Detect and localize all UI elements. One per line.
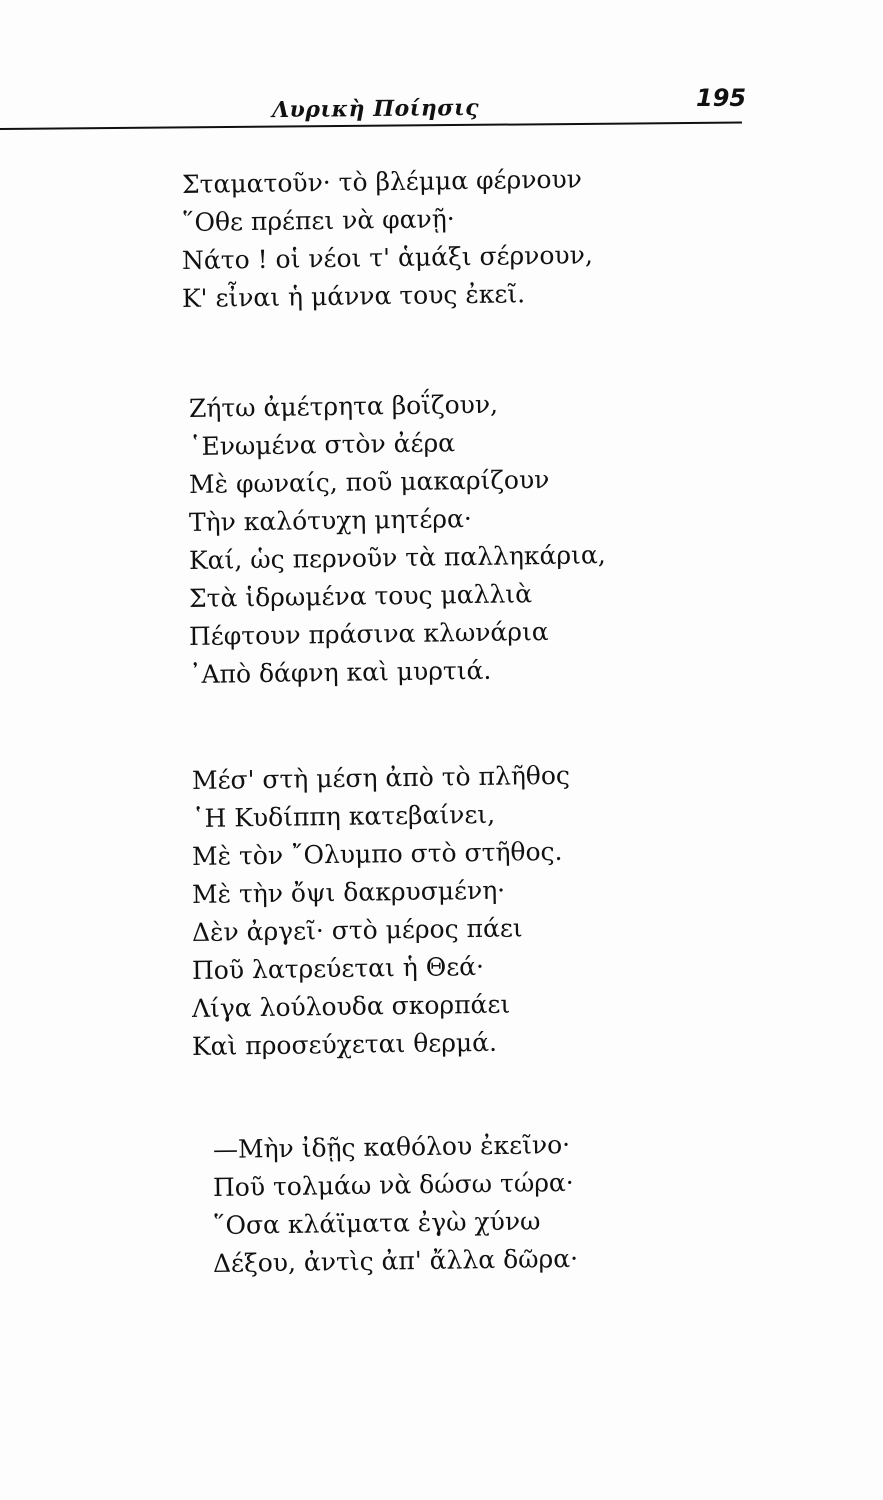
poem-stanza-3 [192,762,570,1066]
page-number: 195 [696,84,747,112]
verse-line: Καὶ προσεύχεται θερμά. [191,1027,498,1061]
verse-line: Δέξου, ἀντὶς ἀπ' ἄλλα δῶρα· [212,1243,579,1278]
verse-line: Δὲν ἀργεῖ· στὸ μέρος πάει [191,913,523,947]
verse-line: ῾Ενωμένα στὸν ἀέρα [188,428,456,461]
verse-line: Νάτο ! οἱ νέοι τ' ἁμάξι σέρνουν, [181,240,593,275]
verse-line: ῞Οσα κλάϊματα ἐγὼ χύνω [212,1206,541,1240]
header-rule [0,122,742,130]
verse-line: Μὲ φωναίς, ποῦ μακαρίζουν [188,464,550,499]
verse-line: Κ' εἶναι ἡ μάννα τους ἐκεῖ. [181,279,526,313]
poem-stanza-1 [182,166,593,318]
verse-line: Ποῦ τολμάω νὰ δώσω τώρα· [212,1167,574,1202]
verse-line: ῾Η Κυδίππη κατεβαίνει, [191,799,496,833]
verse-line: Πέφτουν πράσινα κλωνάρια [188,616,549,651]
verse-line: Λίγα λούλουδα σκορπάει [191,989,511,1023]
verse-line: Μέσ' στὴ μέση ἀπὸ τὸ πλῆθος [191,760,571,795]
verse-line: Ζήτω ἀμέτρητα βοΐζουν, [188,389,499,423]
verse-line: Σταματοῦν· τὸ βλέμμα φέρνουν [181,164,583,199]
running-header-title: Λυρικὴ Ποίησις [271,94,480,124]
verse-line: Καί, ὡς περνοῦν τὰ παλληκάρια, [188,540,606,575]
verse-line: ῞Οθε πρέπει νὰ φανῇ· [181,204,455,237]
poem-stanza-2 [189,390,606,694]
poem-stanza-4 [213,1131,578,1283]
verse-line: Ποῦ λατρεύεται ἡ Θεά· [191,951,485,985]
verse-line: —Μὴν ἰδῇς καθόλου ἐκεῖνο· [212,1130,571,1164]
verse-line: ᾿Απὸ δάφνη καὶ μυρτιά. [188,655,492,689]
verse-line: Τὴν καλότυχη μητέρα· [188,504,473,537]
verse-line: Μὲ τὴν ὄψι δακρυσμένη· [191,875,506,909]
verse-line: Μὲ τὸν ῎Ολυμπο στὸ στῆθος. [191,836,563,871]
verse-line: Στὰ ἱδρωμένα τους μαλλιὰ [188,579,533,613]
